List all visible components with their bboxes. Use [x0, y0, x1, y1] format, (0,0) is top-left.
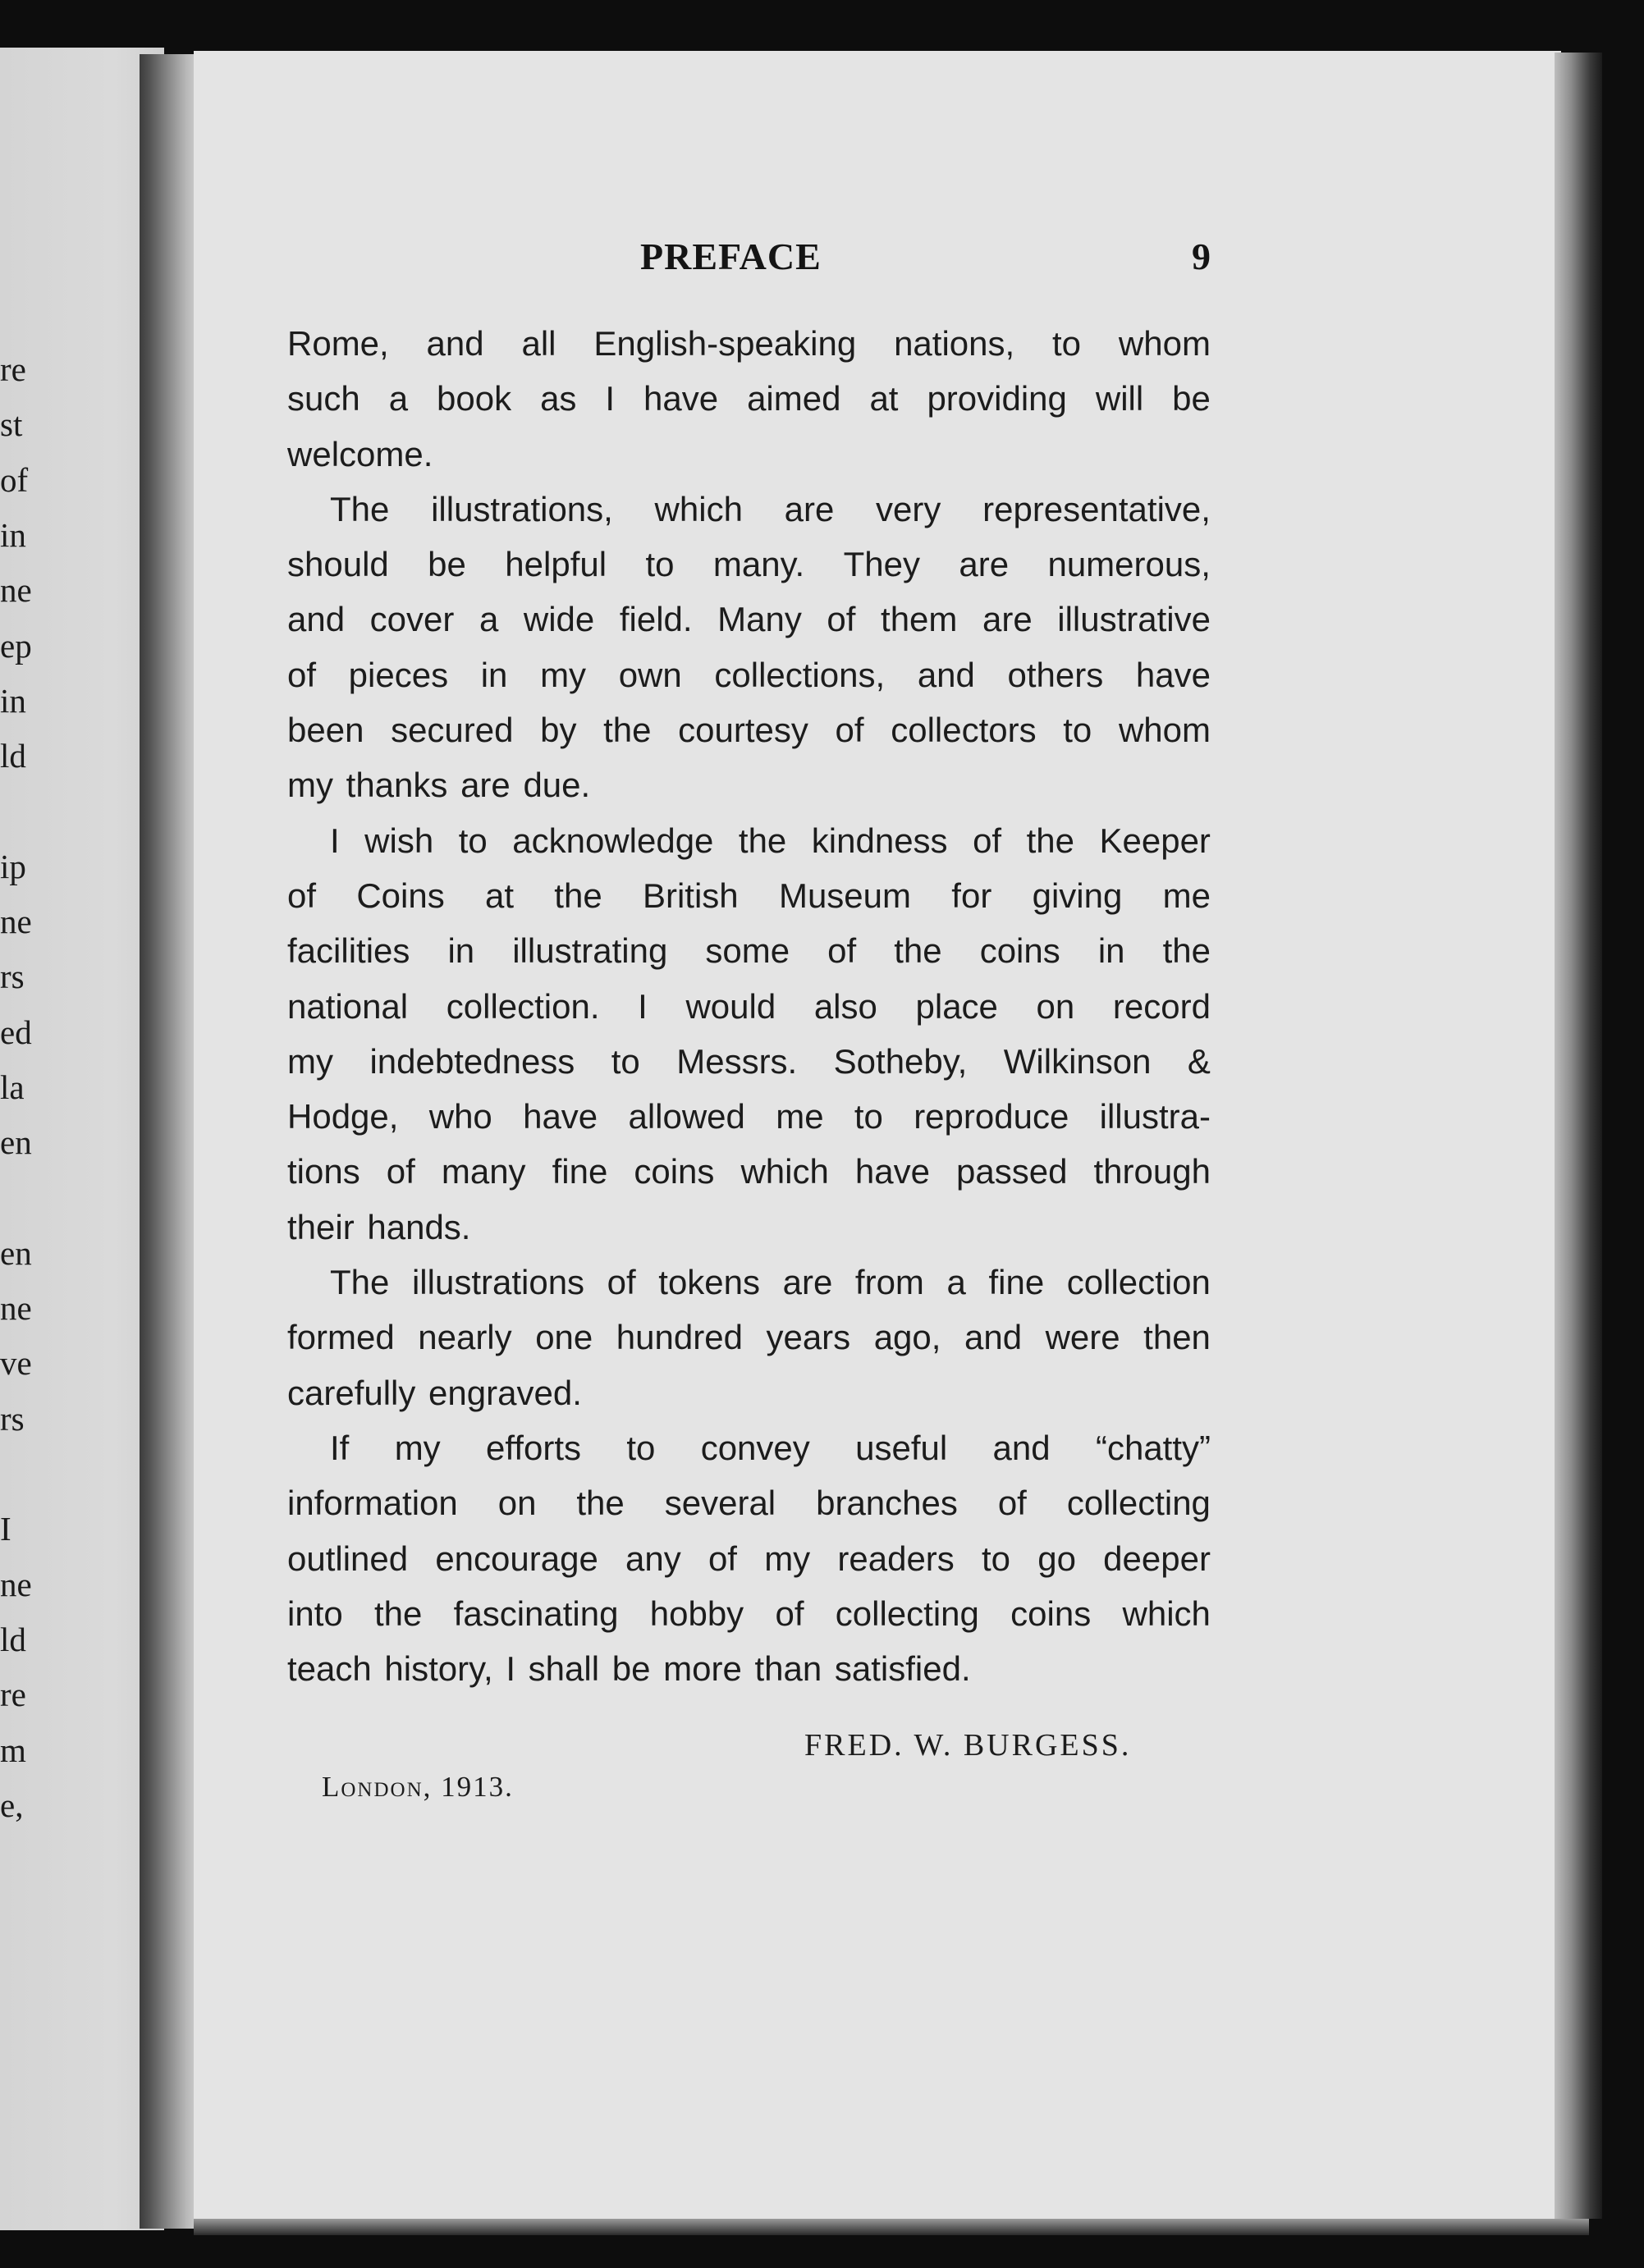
word: a [388, 379, 409, 418]
book-gutter [140, 54, 199, 2229]
word: Messrs. [676, 1041, 798, 1081]
facing-page-fragment: ep [0, 626, 32, 665]
text-line [287, 1531, 1211, 1586]
word: illustrating [512, 931, 668, 971]
word: convey [700, 1428, 810, 1467]
word: also [813, 986, 877, 1026]
text-line [287, 923, 1211, 978]
word: on [1036, 986, 1075, 1026]
word: be [428, 545, 466, 584]
word: of [386, 1152, 415, 1191]
word: collecting [835, 1594, 979, 1633]
word: one [535, 1318, 593, 1357]
word: nations, [894, 324, 1015, 363]
word: reproduce [914, 1097, 1069, 1136]
preface-body [287, 316, 1211, 1696]
word: on [497, 1484, 537, 1523]
word: fascinating [453, 1594, 619, 1633]
text-line [287, 371, 1211, 426]
word: record [1112, 986, 1211, 1026]
place-and-date: London, 1913. [322, 1771, 514, 1803]
word: courtesy [678, 711, 808, 750]
word: useful [855, 1428, 948, 1467]
word: British [642, 876, 739, 915]
word: & [1187, 1041, 1211, 1081]
facing-page-fragment: e, [0, 1786, 24, 1824]
word: helpful [505, 545, 607, 584]
text-line [287, 1089, 1211, 1144]
facing-page-fragment: I [0, 1510, 11, 1548]
word: of [827, 931, 857, 971]
author-signature: FRED. W. BURGESS. [804, 1728, 1132, 1763]
word: which [654, 489, 743, 528]
facing-page-fragment: ip [0, 847, 26, 885]
word: aimed [747, 379, 841, 418]
facing-page-fragment: en [0, 1123, 32, 1162]
text-line [287, 979, 1211, 1034]
word: Wilkinson [1003, 1041, 1152, 1081]
word: who [428, 1097, 492, 1136]
word: the [894, 931, 942, 971]
text-line: teach history, I shall be more than satisfied. [287, 1649, 971, 1689]
facing-page-fragment: ne [0, 1565, 32, 1603]
word: at [869, 379, 899, 418]
word: pieces [348, 655, 449, 694]
word: others [1007, 655, 1104, 694]
word: Coins [356, 876, 445, 915]
word: efforts [486, 1428, 581, 1467]
word: which [1122, 1594, 1211, 1633]
word: passed [956, 1152, 1068, 1191]
text-line [287, 1255, 1211, 1310]
word: Sotheby, [833, 1041, 968, 1081]
word: If [330, 1428, 350, 1467]
text-line: their hands. [287, 1207, 471, 1246]
word: secured [391, 711, 514, 750]
word: formed [287, 1318, 395, 1357]
word: my [287, 1041, 333, 1081]
word: representative, [982, 489, 1211, 528]
facing-page-fragment: re [0, 1676, 26, 1714]
word: I [638, 986, 648, 1026]
word: wide [523, 600, 595, 639]
word: many. [712, 545, 805, 584]
facing-page-fragment: ne [0, 1289, 32, 1328]
word: many [441, 1152, 526, 1191]
preface-paragraph [287, 813, 1211, 1255]
word: English-speaking [593, 324, 857, 363]
word: the [1026, 821, 1074, 860]
word: to [626, 1428, 656, 1467]
word: of [287, 876, 317, 915]
preface-paragraph [287, 1420, 1211, 1696]
word: should [287, 545, 389, 584]
word: collecting [1066, 1484, 1211, 1523]
word: a [479, 600, 499, 639]
word: years [766, 1318, 851, 1357]
text-line [287, 1475, 1211, 1530]
word: of [997, 1484, 1027, 1523]
word: information [287, 1484, 458, 1523]
word: branches [816, 1484, 958, 1523]
word: at [484, 876, 515, 915]
word: facilities [287, 931, 410, 971]
word: tokens [658, 1263, 761, 1302]
word: The [330, 489, 390, 528]
word: allowed [628, 1097, 745, 1136]
word: in [480, 655, 508, 694]
facing-page-fragment: ld [0, 737, 26, 775]
word: all [521, 324, 556, 363]
word: Keeper [1099, 821, 1211, 860]
page-edge-bottom [194, 2219, 1589, 2235]
text-line [287, 316, 1211, 371]
word: the [374, 1594, 423, 1633]
facing-page-fragment: ne [0, 571, 32, 610]
word: ago, [873, 1318, 941, 1357]
facing-page-fragment: la [0, 1068, 25, 1106]
word: have [643, 379, 719, 418]
word: “chatty” [1095, 1428, 1211, 1467]
word: Museum [778, 876, 912, 915]
word: illustrations, [431, 489, 613, 528]
word: then [1143, 1318, 1211, 1357]
word: fine [552, 1152, 608, 1191]
word: my [764, 1539, 811, 1578]
word: have [1135, 655, 1211, 694]
word: to [982, 1539, 1011, 1578]
word: nearly [418, 1318, 512, 1357]
word: tions [287, 1152, 360, 1191]
word: illustrative [1057, 600, 1211, 639]
word: of [835, 711, 864, 750]
word: of [973, 821, 1002, 860]
word: very [876, 489, 941, 528]
word: hundred [616, 1318, 743, 1357]
word: to [611, 1041, 640, 1081]
word: of [708, 1539, 737, 1578]
word: of [607, 1263, 636, 1302]
word: will [1095, 379, 1144, 418]
word: some [705, 931, 790, 971]
word: hobby [649, 1594, 744, 1633]
word: illustra- [1099, 1097, 1211, 1136]
word: to [458, 821, 488, 860]
word: me [776, 1097, 824, 1136]
word: through [1093, 1152, 1211, 1191]
word: readers [837, 1539, 955, 1578]
text-line [287, 482, 1211, 537]
text-line [287, 868, 1211, 923]
word: coins [634, 1152, 715, 1191]
word: national [287, 986, 409, 1026]
word: own [618, 655, 682, 694]
facing-page-fragment: m [0, 1731, 26, 1769]
word: such [287, 379, 360, 418]
word: of [775, 1594, 804, 1633]
word: The [330, 1263, 390, 1302]
page-number: 9 [1192, 235, 1211, 277]
word: They [843, 545, 920, 584]
word: outlined [287, 1539, 409, 1578]
text-line [287, 647, 1211, 702]
word: coins [979, 931, 1060, 971]
word: have [854, 1152, 930, 1191]
word: place [915, 986, 998, 1026]
word: would [685, 986, 776, 1026]
word: collection. [446, 986, 600, 1026]
preface-paragraph [287, 1255, 1211, 1420]
facing-page-fragment: of [0, 460, 29, 499]
facing-page-fragment: ne [0, 903, 32, 940]
word: deeper [1103, 1539, 1211, 1578]
text-line [287, 1144, 1211, 1199]
word: collection [1066, 1263, 1211, 1302]
word: the [1162, 931, 1211, 971]
word: and [992, 1428, 1051, 1467]
word: are [982, 600, 1033, 639]
word: and [964, 1318, 1023, 1357]
word: the [603, 711, 652, 750]
word: by [540, 711, 577, 750]
text-line [287, 813, 1211, 868]
word: coins [1010, 1594, 1092, 1633]
word: from [854, 1263, 924, 1302]
word: are [782, 1263, 833, 1302]
text-line [287, 702, 1211, 757]
word: to [1063, 711, 1092, 750]
word: in [1097, 931, 1125, 971]
page-edge-right [1555, 53, 1602, 2219]
facing-page-fragment: en [0, 1233, 32, 1272]
word: whom [1118, 324, 1211, 363]
word: my [394, 1428, 441, 1467]
text-line [287, 1034, 1211, 1089]
word: Rome, [287, 324, 389, 363]
word: Many [717, 600, 802, 639]
word: to [645, 545, 675, 584]
word: the [554, 876, 602, 915]
text-line [287, 1310, 1211, 1365]
word: into [287, 1594, 343, 1633]
word: any [625, 1539, 681, 1578]
text-line [287, 1420, 1211, 1475]
word: of [287, 655, 317, 694]
word: the [738, 821, 787, 860]
word: them [881, 600, 958, 639]
word: acknowledge [512, 821, 714, 860]
facing-page-fragment: ve [0, 1344, 32, 1383]
running-head-title: PREFACE [640, 235, 822, 277]
text-line [287, 1586, 1211, 1641]
text-line [287, 592, 1211, 647]
word: giving [1032, 876, 1123, 915]
word: encourage [435, 1539, 598, 1578]
word: fine [988, 1263, 1045, 1302]
word: were [1045, 1318, 1120, 1357]
word: I [605, 379, 616, 418]
word: be [1172, 379, 1211, 418]
word: field. [619, 600, 693, 639]
word: cover [369, 600, 455, 639]
word: illustrations [411, 1263, 585, 1302]
preface-paragraph [287, 316, 1211, 482]
facing-page-fragment: in [0, 515, 26, 554]
text-line: carefully engraved. [287, 1373, 582, 1412]
facing-page-fragment: ld [0, 1620, 26, 1658]
word: which [740, 1152, 829, 1191]
facing-page-fragment: rs [0, 958, 25, 996]
facing-page-fragment: in [0, 681, 26, 720]
word: to [854, 1097, 883, 1136]
facing-page-fragment: rs [0, 1399, 25, 1438]
word: providing [927, 379, 1067, 418]
text-line: welcome. [287, 434, 433, 473]
running-head [287, 235, 1211, 284]
word: wish [364, 821, 434, 860]
word: the [576, 1484, 625, 1523]
word: have [523, 1097, 598, 1136]
text-line [287, 537, 1211, 592]
word: are [784, 489, 835, 528]
word: whom [1118, 711, 1211, 750]
word: indebtedness [369, 1041, 575, 1081]
word: and [426, 324, 484, 363]
word: to [1052, 324, 1082, 363]
word: numerous, [1047, 545, 1211, 584]
preface-paragraph [287, 482, 1211, 813]
word: kindness [811, 821, 948, 860]
word: book [437, 379, 512, 418]
word: collectors [891, 711, 1037, 750]
word: of [827, 600, 856, 639]
word: and [917, 655, 975, 694]
word: and [287, 600, 346, 639]
word: for [951, 876, 992, 915]
word: collections, [714, 655, 886, 694]
text-line: my thanks are due. [287, 766, 591, 805]
word: in [447, 931, 475, 971]
word: a [946, 1263, 966, 1302]
facing-page-fragment: re [0, 350, 26, 388]
word: me [1162, 876, 1211, 915]
word: as [540, 379, 577, 418]
word: I [330, 821, 340, 860]
word: several [664, 1484, 776, 1523]
word: Hodge, [287, 1097, 399, 1136]
word: are [959, 545, 1010, 584]
word: been [287, 711, 364, 750]
word: my [540, 655, 587, 694]
word: go [1037, 1539, 1076, 1578]
facing-page-fragment: st [0, 405, 23, 444]
facing-page-fragment: ed [0, 1013, 32, 1051]
